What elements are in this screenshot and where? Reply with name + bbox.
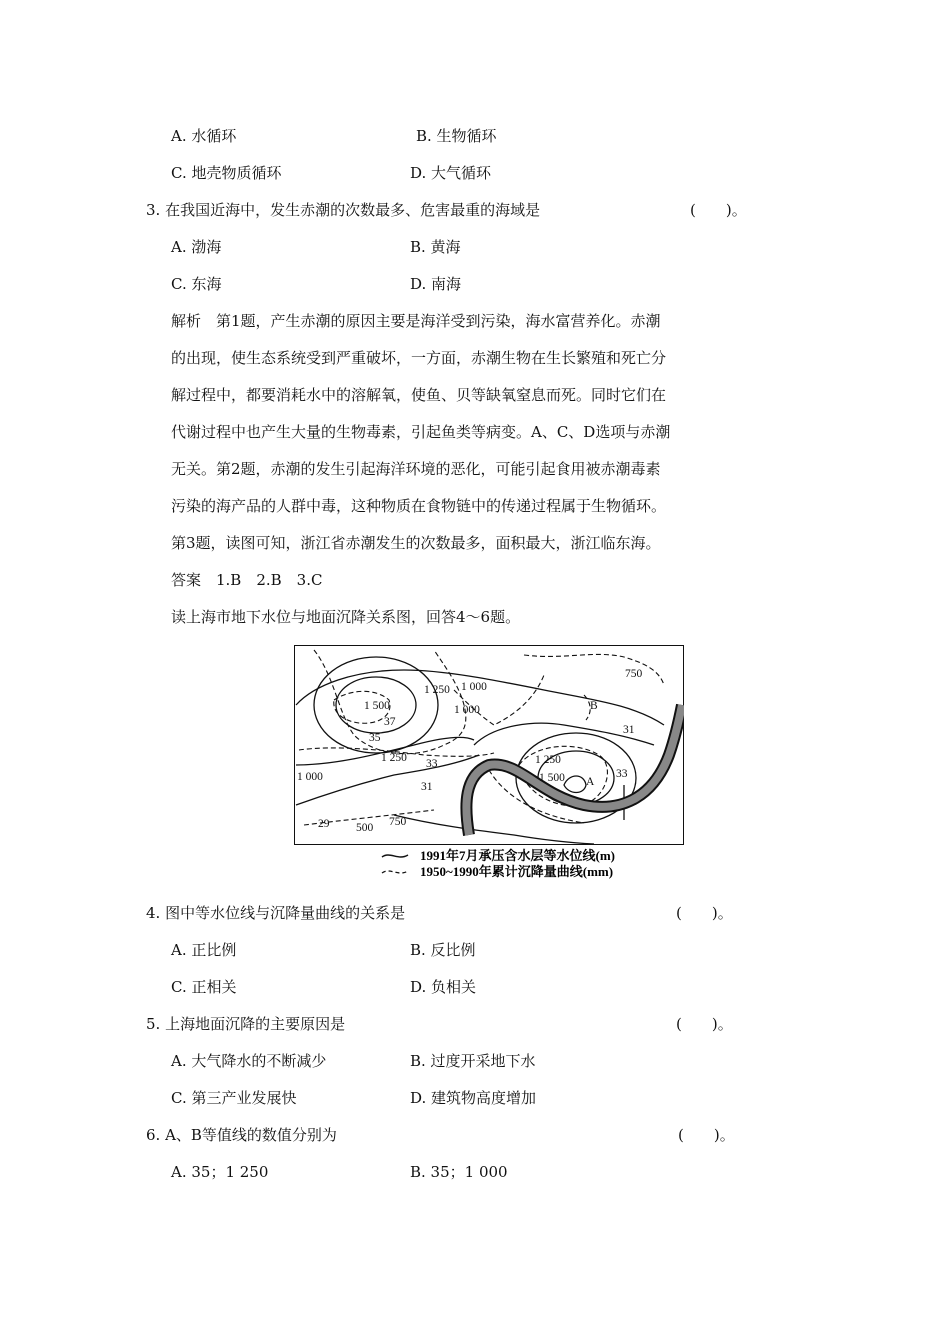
analysis-line: 解析 第1题，产生赤潮的原因主要是海洋受到污染，海水富营养化。赤潮 bbox=[171, 312, 661, 330]
q3-option-d: D. 南海 bbox=[410, 275, 462, 293]
label-31-right: 31 bbox=[623, 724, 635, 736]
label-33-right: 33 bbox=[616, 768, 628, 780]
q6-answer-paren: ( )。 bbox=[678, 1126, 735, 1144]
q2-option-c: C. 地壳物质循环 bbox=[171, 164, 282, 182]
figure-legend bbox=[380, 845, 700, 881]
q4-option-b: B. 反比例 bbox=[410, 941, 476, 959]
q2-option-d: D. 大气循环 bbox=[410, 164, 492, 182]
q5-option-a: A. 大气降水的不断减少 bbox=[171, 1052, 327, 1070]
label-37: 37 bbox=[384, 716, 396, 728]
q5-stem: 5. 上海地面沉降的主要原因是 bbox=[146, 1015, 346, 1033]
q2-option-a: A. 水循环 bbox=[171, 127, 237, 145]
legend-dashed-line bbox=[382, 871, 408, 873]
label-1250-left: 1 250 bbox=[381, 752, 407, 764]
q5-option-c: C. 第三产业发展快 bbox=[171, 1089, 297, 1107]
legend-dashed-label: 1950~1990年累计沉降量曲线(mm) bbox=[420, 864, 614, 879]
analysis-line: 代谢过程中也产生大量的生物毒素，引起鱼类等病变。A、C、D选项与赤潮 bbox=[171, 423, 671, 441]
q2-option-b: B. 生物循环 bbox=[416, 127, 497, 145]
legend-solid-line bbox=[382, 855, 408, 857]
answer-key: 答案 1.B 2.B 3.C bbox=[171, 571, 323, 589]
q5-option-b: B. 过度开采地下水 bbox=[410, 1052, 536, 1070]
label-1000-left: 1 000 bbox=[297, 771, 323, 783]
q5-option-d: D. 建筑物高度增加 bbox=[410, 1089, 537, 1107]
q4-stem: 4. 图中等水位线与沉降量曲线的关系是 bbox=[146, 904, 406, 922]
q4-answer-paren: ( )。 bbox=[676, 904, 733, 922]
label-1500-right: 1 500 bbox=[539, 772, 565, 784]
label-B: B bbox=[590, 700, 598, 712]
analysis-line: 的出现，使生态系统受到严重破坏，一方面，赤潮生物在生长繁殖和死亡分 bbox=[171, 349, 667, 367]
label-31-left: 31 bbox=[421, 781, 433, 793]
label-A: A bbox=[586, 776, 595, 788]
q4-option-d: D. 负相关 bbox=[410, 978, 477, 996]
label-29: 29 bbox=[318, 818, 330, 830]
label-750-bottom: 750 bbox=[389, 816, 407, 828]
analysis-line: 解过程中，都要消耗水中的溶解氧，使鱼、贝等缺氧窒息而死。同时它们在 bbox=[171, 386, 667, 404]
label-33-left: 33 bbox=[426, 758, 438, 770]
q3-option-a: A. 渤海 bbox=[171, 238, 222, 256]
contour-map-figure bbox=[294, 645, 684, 845]
label-1250-upper: 1 250 bbox=[424, 684, 450, 696]
q3-answer-paren: ( )。 bbox=[690, 201, 747, 219]
q3-stem: 3. 在我国近海中，发生赤潮的次数最多、危害最重的海域是 bbox=[146, 201, 541, 219]
figure-intro: 读上海市地下水位与地面沉降关系图，回答4～6题。 bbox=[171, 608, 521, 626]
q5-answer-paren: ( )。 bbox=[676, 1015, 733, 1033]
analysis-line: 污染的海产品的人群中毒，这种物质在食物链中的传递过程属于生物循环。 bbox=[171, 497, 667, 515]
label-1250-right: 1 250 bbox=[535, 754, 561, 766]
q6-option-a: A. 35；1 250 bbox=[171, 1163, 269, 1181]
q3-option-b: B. 黄海 bbox=[410, 238, 461, 256]
q3-option-c: C. 东海 bbox=[171, 275, 222, 293]
analysis-line: 第3题，读图可知，浙江省赤潮发生的次数最多，面积最大，浙江临东海。 bbox=[171, 534, 661, 552]
q4-option-a: A. 正比例 bbox=[171, 941, 237, 959]
analysis-line: 无关。第2题，赤潮的发生引起海洋环境的恶化，可能引起食用被赤潮毒素 bbox=[171, 460, 661, 478]
label-500: 500 bbox=[356, 822, 374, 834]
q6-stem: 6. A、B等值线的数值分别为 bbox=[146, 1126, 337, 1144]
q4-option-c: C. 正相关 bbox=[171, 978, 237, 996]
q6-option-b: B. 35；1 000 bbox=[410, 1163, 508, 1181]
label-750-top: 750 bbox=[625, 668, 643, 680]
label-1000-mid: 1 000 bbox=[454, 704, 480, 716]
label-35: 35 bbox=[369, 732, 381, 744]
label-1000-upper: 1 000 bbox=[461, 681, 487, 693]
label-1500-left: 1 500 bbox=[364, 700, 390, 712]
legend-solid-label: 1991年7月承压含水层等水位线(m) bbox=[420, 848, 615, 863]
